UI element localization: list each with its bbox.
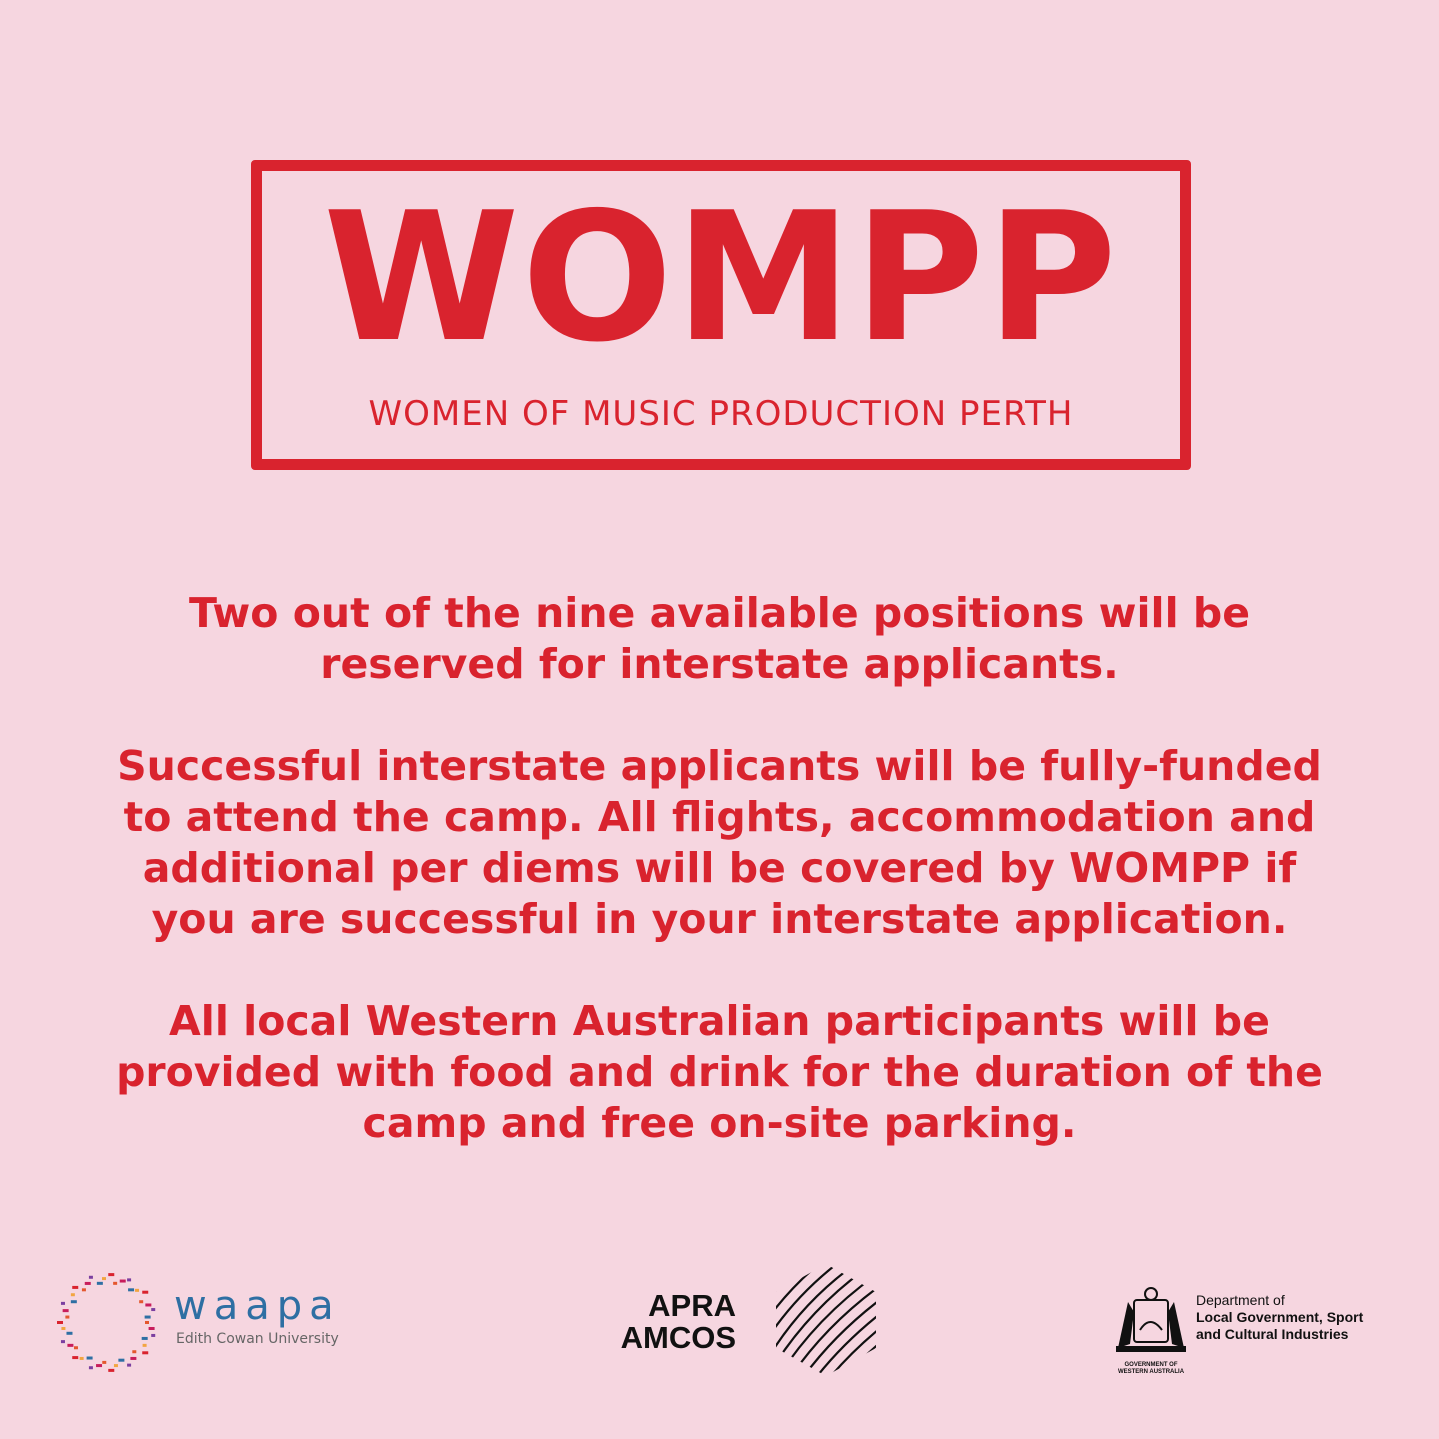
dept-line2: Local Government, Sport	[1196, 1309, 1364, 1325]
waapa-ring-dot	[61, 1327, 65, 1330]
waapa-ring-icon	[52, 1268, 162, 1378]
waapa-ring-dot	[127, 1364, 131, 1367]
waapa-ring-dot	[74, 1346, 78, 1349]
waapa-ring-dot	[61, 1340, 65, 1343]
crest-caption-line1: GOVERNMENT OF	[1124, 1362, 1178, 1368]
waapa-ring-dot	[151, 1308, 155, 1311]
apra-fingerprint-icon	[766, 1260, 886, 1380]
waapa-ring-dot	[108, 1273, 114, 1276]
dlgsc-logo	[1108, 1282, 1408, 1382]
waapa-logo	[52, 1268, 372, 1378]
waapa-ring-dot	[72, 1356, 78, 1359]
waapa-ring-dot	[87, 1357, 93, 1360]
waapa-ring-dot	[143, 1344, 147, 1347]
waapa-ring-dot	[132, 1350, 136, 1353]
apra-amcos-wordmark	[598, 1290, 736, 1354]
waapa-ring-dot	[89, 1276, 93, 1279]
waapa-ring-dot	[57, 1321, 63, 1324]
waapa-ring-dot	[149, 1327, 155, 1330]
paragraph-local-participants: All local Western Australian participants will be provided with food and drink for the duration of the camp and free on-site parking.	[116, 997, 1323, 1147]
waapa-ring-dot	[96, 1364, 102, 1367]
waapa-ring-dot	[118, 1359, 124, 1362]
amcos-line: AMCOS	[620, 1320, 736, 1355]
waapa-ring-dot	[65, 1316, 69, 1319]
waapa-ring-dot	[145, 1316, 151, 1319]
waapa-ring-dot	[139, 1300, 143, 1303]
waapa-ring-dot	[128, 1288, 134, 1291]
waapa-ring-dot	[102, 1361, 106, 1364]
waapa-ring-dot	[142, 1337, 148, 1340]
logo-subtitle: WOMEN OF MUSIC PRODUCTION PERTH	[368, 394, 1074, 434]
waapa-ring-dot	[142, 1351, 148, 1354]
apra-amcos-logo	[598, 1260, 898, 1380]
waapa-name: waapa	[174, 1283, 341, 1329]
waapa-ring-dot	[142, 1291, 148, 1294]
wa-crest-icon	[1108, 1282, 1194, 1362]
waapa-ring-dot	[61, 1302, 65, 1305]
waapa-ring-dot	[89, 1366, 93, 1369]
logo-wordmark: WOMPP	[323, 174, 1119, 381]
waapa-ring-dot	[72, 1286, 78, 1289]
paragraph-interstate-positions: Two out of the nine available positions will be reserved for interstate applicants.	[188, 589, 1251, 688]
waapa-ring-dot	[66, 1332, 72, 1335]
waapa-ring-dot	[145, 1321, 149, 1324]
waapa-ring-dot	[127, 1278, 131, 1281]
waapa-ring-dot	[113, 1282, 117, 1285]
waapa-ring-dot	[97, 1282, 103, 1285]
waapa-ring-dot	[71, 1293, 75, 1296]
waapa-ring-dot	[85, 1282, 91, 1285]
paragraph-interstate-funding: Successful interstate applicants will be fully-funded to attend the camp. All flights, accommodation and additional per diems will be covered by WOMPP if you are successful in your interstate application.	[117, 742, 1322, 943]
waapa-subtitle: Edith Cowan University	[176, 1331, 339, 1347]
waapa-ring-dot	[130, 1357, 136, 1360]
crest-caption-line2: WESTERN AUSTRALIA	[1117, 1369, 1185, 1375]
apra-line: APRA	[648, 1288, 736, 1323]
waapa-ring-dot	[114, 1364, 118, 1367]
waapa-ring-dot	[135, 1289, 139, 1292]
waapa-ring-dot	[102, 1277, 106, 1280]
waapa-ring-dot	[67, 1344, 73, 1347]
waapa-ring-dot	[108, 1369, 114, 1372]
dept-name	[1196, 1292, 1363, 1343]
waapa-ring-dot	[145, 1303, 151, 1306]
crest-caption	[1108, 1362, 1194, 1376]
waapa-ring-dot	[71, 1300, 77, 1303]
waapa-ring-dot	[151, 1334, 155, 1337]
waapa-ring-dot	[82, 1288, 86, 1291]
dept-line1: Department of	[1196, 1292, 1285, 1308]
waapa-ring-dot	[80, 1357, 84, 1360]
dept-line3: and Cultural Industries	[1196, 1326, 1349, 1342]
waapa-ring-dot	[63, 1309, 69, 1312]
info-text	[100, 588, 1339, 1200]
waapa-ring-dot	[120, 1280, 126, 1283]
wompp-logo	[251, 160, 1191, 470]
